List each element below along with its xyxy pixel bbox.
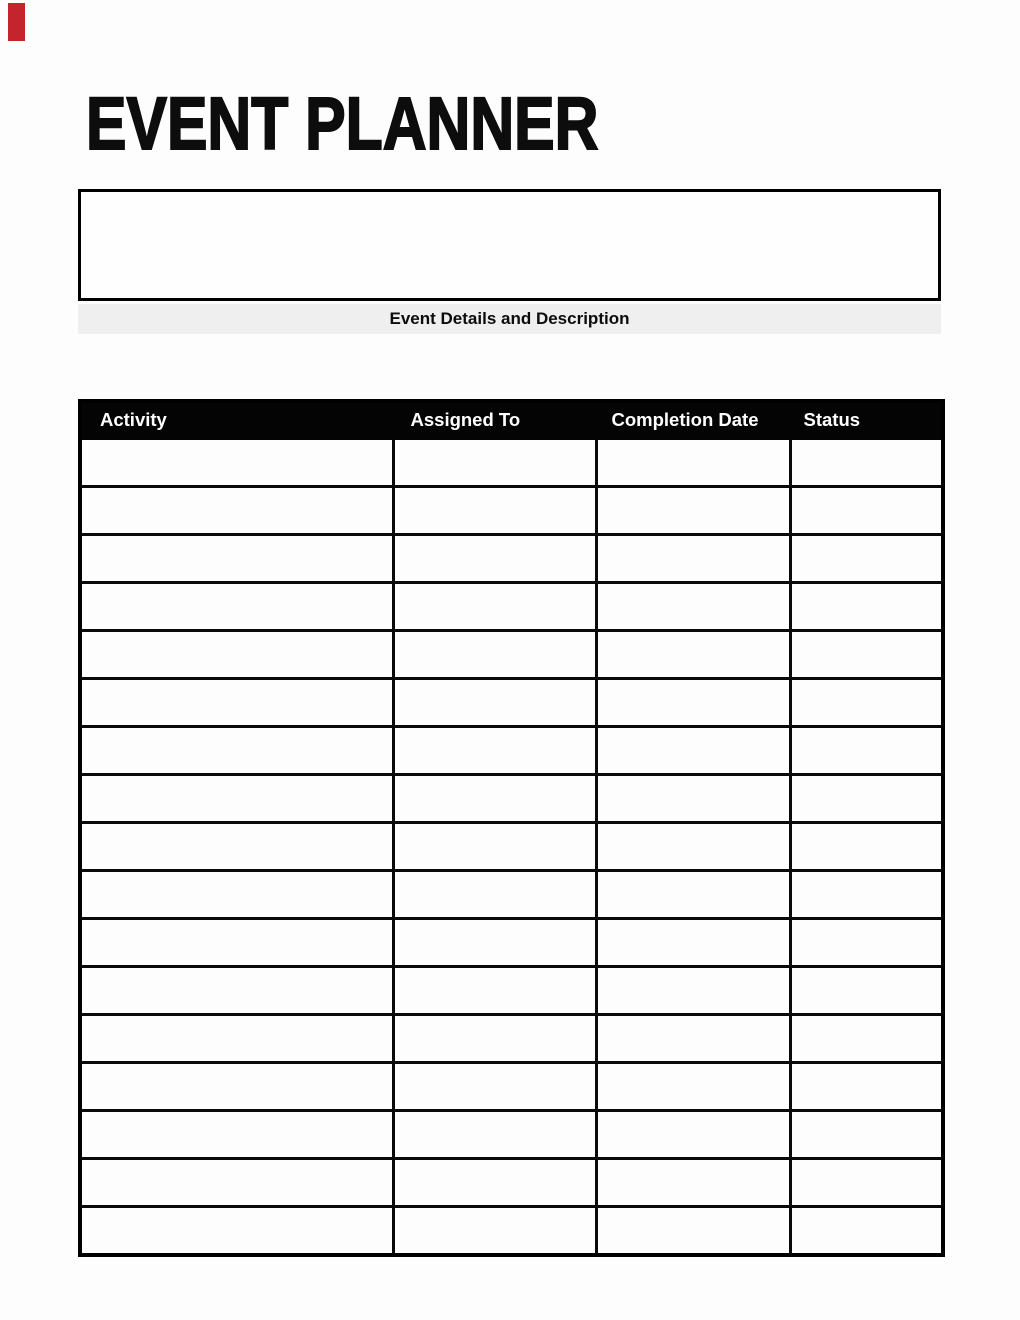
table-cell[interactable] (790, 631, 943, 679)
column-header-assigned-to: Assigned To (393, 401, 596, 439)
table-row (80, 1207, 943, 1256)
table-row (80, 439, 943, 487)
table-row (80, 775, 943, 823)
table-cell[interactable] (596, 1111, 790, 1159)
table-cell[interactable] (393, 823, 596, 871)
table-cell[interactable] (596, 823, 790, 871)
table-cell[interactable] (790, 967, 943, 1015)
table-cell[interactable] (393, 631, 596, 679)
table-cell[interactable] (393, 919, 596, 967)
table-cell[interactable] (790, 919, 943, 967)
table-cell[interactable] (80, 583, 393, 631)
table-row (80, 583, 943, 631)
table-cell[interactable] (393, 1111, 596, 1159)
event-details-input[interactable] (78, 189, 941, 301)
table-cell[interactable] (80, 1111, 393, 1159)
column-header-completion-date: Completion Date (596, 401, 790, 439)
table-cell[interactable] (790, 1207, 943, 1256)
table-cell[interactable] (596, 967, 790, 1015)
table-cell[interactable] (80, 1207, 393, 1256)
table-cell[interactable] (596, 679, 790, 727)
table-row (80, 823, 943, 871)
table-cell[interactable] (393, 439, 596, 487)
table-cell[interactable] (393, 487, 596, 535)
table-cell[interactable] (790, 871, 943, 919)
table-cell[interactable] (596, 1015, 790, 1063)
table-cell[interactable] (393, 1207, 596, 1256)
table-cell[interactable] (596, 727, 790, 775)
page-title: EVENT PLANNER (86, 82, 599, 165)
column-header-status: Status (790, 401, 943, 439)
table-cell[interactable] (393, 535, 596, 583)
table-row (80, 871, 943, 919)
table-cell[interactable] (596, 1063, 790, 1111)
table-cell[interactable] (80, 727, 393, 775)
table-cell[interactable] (393, 871, 596, 919)
table-header-row (80, 401, 943, 439)
table-cell[interactable] (790, 823, 943, 871)
table-cell[interactable] (80, 823, 393, 871)
table-cell[interactable] (80, 487, 393, 535)
table-cell[interactable] (596, 535, 790, 583)
table-cell[interactable] (80, 1159, 393, 1207)
table-cell[interactable] (790, 1159, 943, 1207)
table-cell[interactable] (596, 487, 790, 535)
table-cell[interactable] (596, 583, 790, 631)
activity-table (78, 399, 945, 1257)
table-cell[interactable] (790, 775, 943, 823)
red-corner-marker (8, 3, 25, 41)
table-cell[interactable] (393, 775, 596, 823)
table-cell[interactable] (80, 919, 393, 967)
table-cell[interactable] (393, 583, 596, 631)
table-row (80, 727, 943, 775)
table-cell[interactable] (596, 871, 790, 919)
table-row (80, 1159, 943, 1207)
table-cell[interactable] (393, 679, 596, 727)
table-body (80, 439, 943, 1256)
table-cell[interactable] (790, 1111, 943, 1159)
table-row (80, 679, 943, 727)
table-cell[interactable] (790, 439, 943, 487)
table-cell[interactable] (80, 775, 393, 823)
table-cell[interactable] (596, 775, 790, 823)
table-cell[interactable] (790, 727, 943, 775)
table-row (80, 919, 943, 967)
table-row (80, 535, 943, 583)
table-cell[interactable] (80, 631, 393, 679)
table-cell[interactable] (393, 1015, 596, 1063)
table-cell[interactable] (596, 919, 790, 967)
table-cell[interactable] (596, 1159, 790, 1207)
table-row (80, 1063, 943, 1111)
table-cell[interactable] (790, 1015, 943, 1063)
table-cell[interactable] (790, 487, 943, 535)
table-cell[interactable] (393, 967, 596, 1015)
table-cell[interactable] (393, 727, 596, 775)
table-cell[interactable] (80, 967, 393, 1015)
table-cell[interactable] (596, 631, 790, 679)
table-cell[interactable] (790, 583, 943, 631)
table-row (80, 487, 943, 535)
column-header-activity: Activity (80, 401, 393, 439)
table-cell[interactable] (393, 1159, 596, 1207)
table-cell[interactable] (596, 439, 790, 487)
table-row (80, 1015, 943, 1063)
table-cell[interactable] (596, 1207, 790, 1256)
table-cell[interactable] (80, 679, 393, 727)
table-row (80, 631, 943, 679)
table-cell[interactable] (80, 1063, 393, 1111)
table-cell[interactable] (790, 1063, 943, 1111)
table-cell[interactable] (80, 871, 393, 919)
table-cell[interactable] (80, 535, 393, 583)
table-cell[interactable] (790, 535, 943, 583)
table-cell[interactable] (393, 1063, 596, 1111)
details-caption-label: Event Details and Description (78, 304, 941, 334)
table-row (80, 967, 943, 1015)
table-row (80, 1111, 943, 1159)
table-cell[interactable] (80, 1015, 393, 1063)
table-cell[interactable] (790, 679, 943, 727)
table-cell[interactable] (80, 439, 393, 487)
